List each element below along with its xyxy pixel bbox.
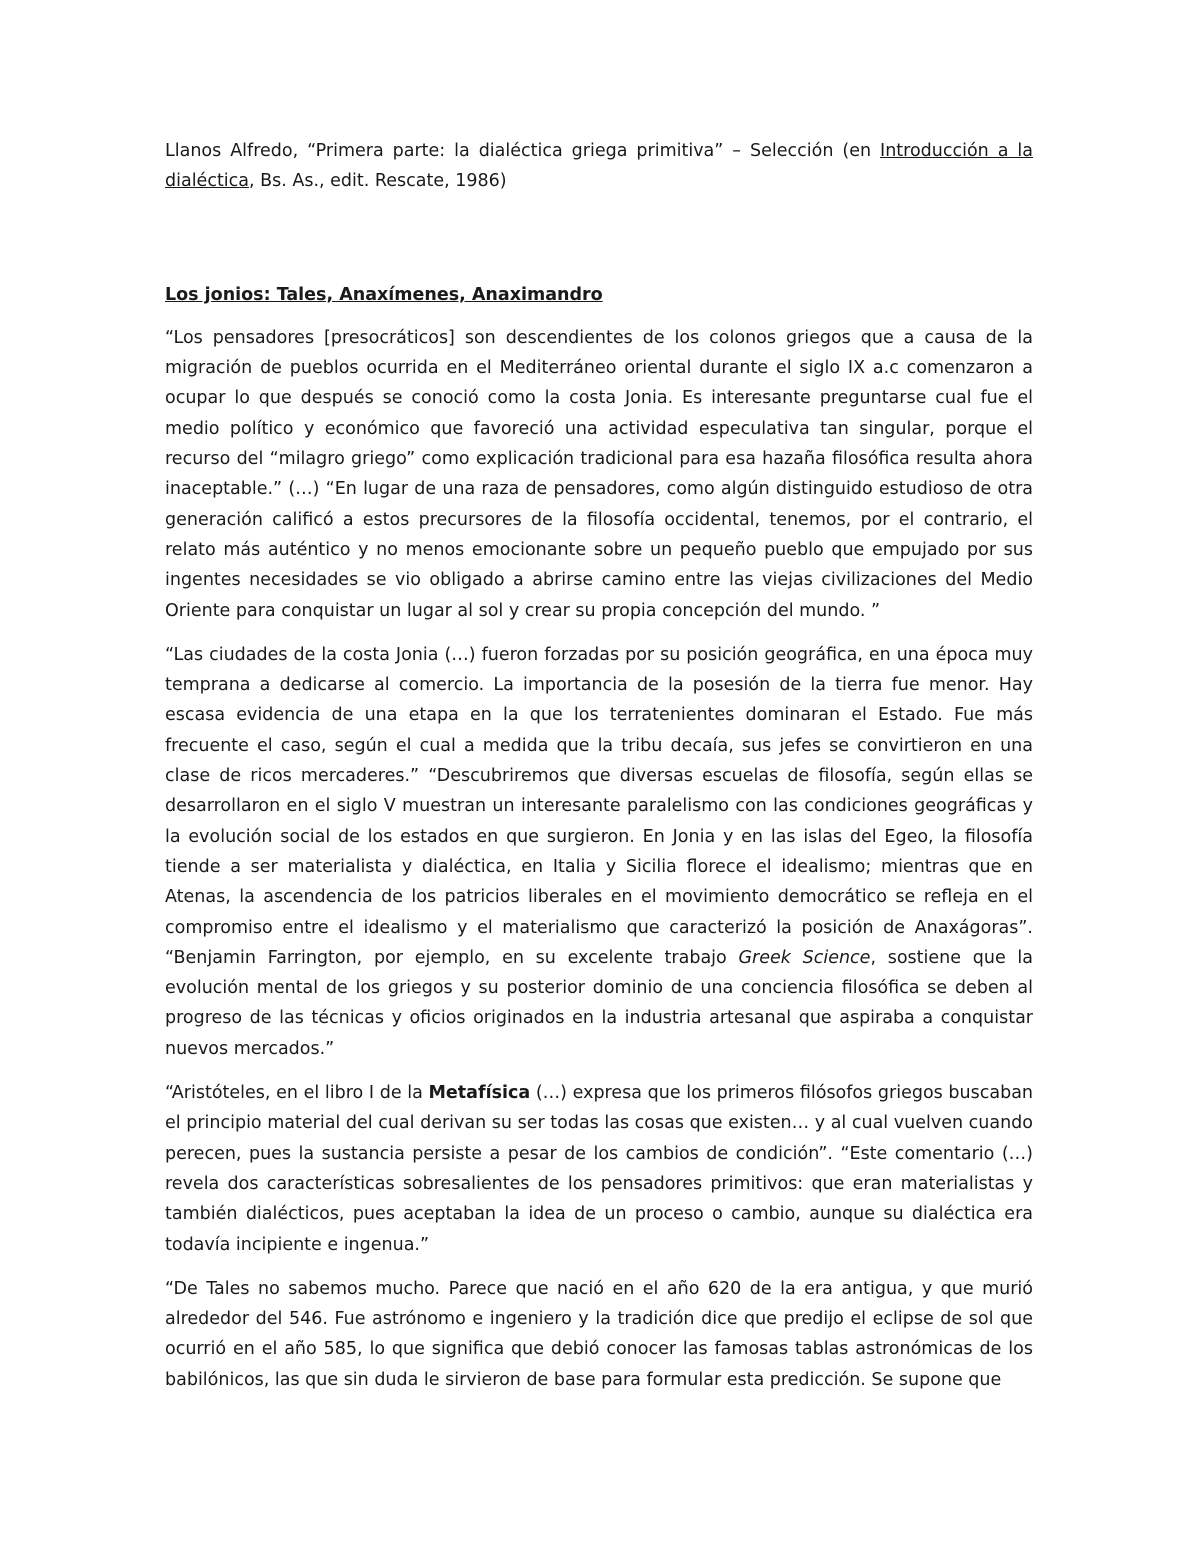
paragraph-2-text-b: , sostiene que la evolución mental de los griegos y su posterior dominio de una conciencia filosófica se deben al progreso de las técnicas y oficios originados en la industria artesanal que aspiraba a conquistar nuevos mercados.”: [165, 947, 1034, 1059]
paragraph-3: [165, 1078, 1033, 1260]
paragraph-1: “Los pensadores [presocráticos] son descendientes de los colonos griegos que a causa de la migración de pueblos ocurrida en el Mediterráneo oriental durante el siglo IX a.c comenzaron a ocupar lo que después se conoció como la costa Jonia. Es interesante preguntarse cual fue el medio político y económico que favoreció una actividad especulativa tan singular, porque el recurso del “milagro griego” como explicación tradicional para esa hazaña filosófica resulta ahora inaceptable.” (…) “En lugar de una raza de pensadores, como algún distinguido estudioso de otra generación calificó a estos precursores de la filosofía occidental, tenemos, por el contrario, el relato más auténtico y no menos emocionante sobre un pequeño pueblo que empujado por sus ingentes necesidades se vio obligado a abrirse camino entre las viejas civilizaciones del Medio Oriente para conquistar un lugar al sol y crear su propia concepción del mundo. ”: [165, 327, 1033, 621]
citation-publisher: , Bs. As., edit. Rescate, 1986): [249, 171, 507, 192]
paragraph-3-text-a: “Aristóteles, en el libro I de la: [165, 1083, 429, 1104]
paragraph-4: “De Tales no sabemos mucho. Parece que nació en el año 620 de la era antigua, y que murió alrededor del 546. Fue astrónomo e ingeniero y la tradición dice que predijo el eclipse de sol que ocurrió en el año 585, lo que significa que debió conocer las famosas tablas astronómicas de los babilónicos, las que sin duda le sirvieron de base para formular esta predicción. Se supone que: [165, 1278, 1033, 1390]
paragraph-2-italic-title: Greek Science: [738, 947, 871, 968]
paragraph-2: [165, 640, 1033, 1064]
citation-author-title: Llanos Alfredo, “Primera parte: la dialéctica griega primitiva” – Selección (en: [165, 141, 881, 161]
section-heading: Los jonios: Tales, Anaxímenes, Anaximandro: [165, 284, 603, 305]
document-body: [165, 136, 1033, 1395]
paragraph-3-bold-title: Metafísica: [428, 1083, 531, 1104]
citation-book-title: Introducción a la dialéctica: [165, 141, 1033, 192]
paragraph-3-text-b: (…) expresa que los primeros filósofos griegos buscaban el principio material del cual derivan su ser todas las cosas que existen… y al cual vuelven cuando perecen, pues la sustancia persiste a pesar de los cambios de condición”. “Este comentario (…) revela dos características sobresalientes de los pensadores primitivos: que eran materialistas y también dialécticos, pues aceptaban la idea de un proceso o cambio, aunque su dialéctica era todavía incipiente e ingenua.”: [165, 1083, 1034, 1255]
paragraph-2-text-a: “Las ciudades de la costa Jonia (…) fueron forzadas por su posición geográfica, en una época muy temprana a dedicarse al comercio. La importancia de la posesión de la tierra fue menor. Hay escasa evidencia de una etapa en la que los terratenientes dominaran el Estado. Fue más frecuente el caso, según el cual a medida que la tribu decaía, sus jefes se convirtieron en una clase de ricos mercaderes.” “Descubriremos que diversas escuelas de filosofía, según ellas se desarrollaron en el siglo V muestran un interesante paralelismo con las condiciones geográficas y la evolución social de los estados en que surgieron. En Jonia y en las islas del Egeo, la filosofía tiende a ser materialista y dialéctica, en Italia y Sicilia florece el idealismo; mientras que en Atenas, la ascendencia de los patricios liberales en el movimiento democrático se refleja en el compromiso entre el idealismo y el materialismo que caracterizó la posición de Anaxágoras”. “Benjamin Farrington, por ejemplo, en su excelente trabajo: [165, 644, 1033, 968]
bibliographic-citation: [165, 136, 1033, 197]
